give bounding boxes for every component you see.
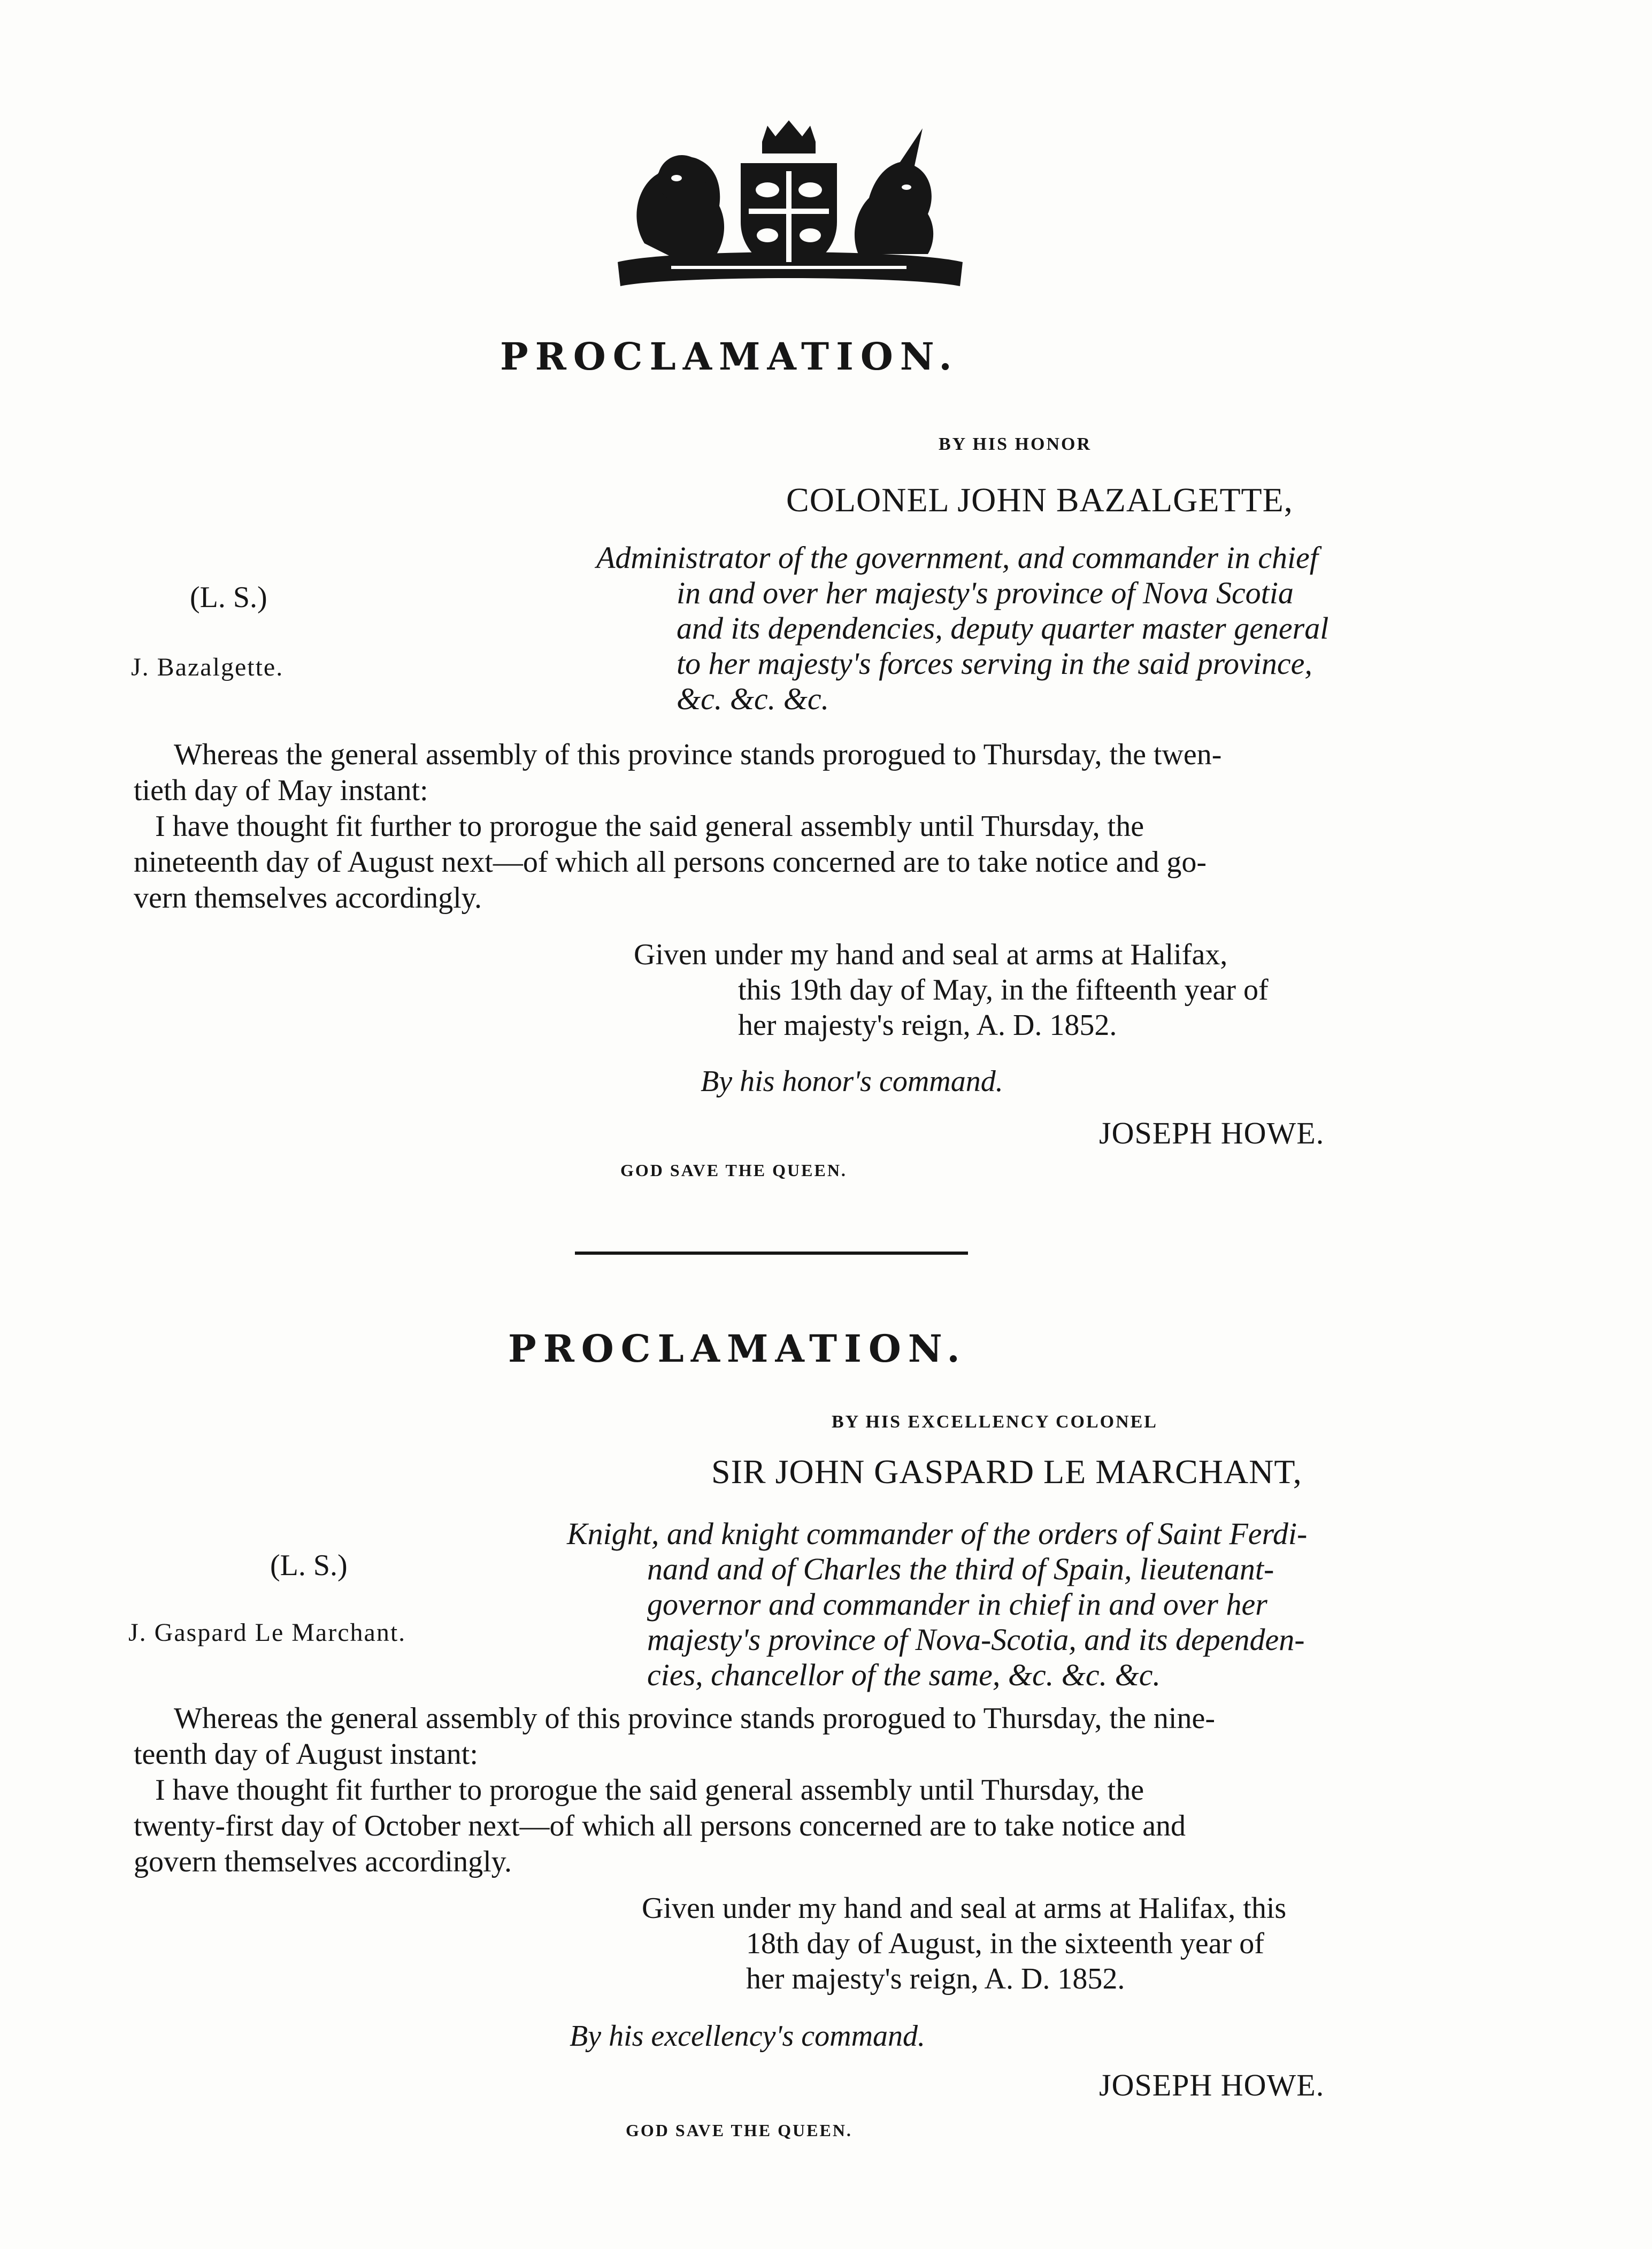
body-line: Whereas the general assembly of this province stands prorogued to Thursday, the twen-	[174, 738, 1222, 771]
royal-coat-of-arms-icon	[607, 120, 971, 300]
proclamation-1-issuer-name: COLONEL JOHN BAZALGETTE,	[786, 481, 1293, 519]
body-line: teenth day of August instant:	[134, 1738, 478, 1771]
body-line: I have thought fit further to prorogue the said general assembly until Thursday, the	[155, 1774, 1144, 1807]
given-line: Given under my hand and seal at arms at Halifax, this	[642, 1892, 1287, 1925]
proclamation-1-given	[634, 937, 1420, 1043]
titles-line: Knight, and knight commander of the orders of Saint Ferdi-	[567, 1516, 1308, 1551]
given-line: 18th day of August, in the sixteenth year of	[746, 1927, 1264, 1960]
titles-line: and its dependencies, deputy quarter master general	[677, 611, 1329, 646]
body-line: I have thought fit further to prorogue the said general assembly until Thursday, the	[155, 810, 1144, 843]
proclamation-1-titles	[596, 540, 1409, 717]
titles-line: &c. &c. &c.	[677, 681, 829, 716]
titles-line: governor and commander in chief in and over her	[647, 1587, 1267, 1622]
section-divider	[575, 1252, 968, 1255]
proclamation-1-command: By his honor's command.	[701, 1065, 1003, 1098]
given-line: her majesty's reign, A. D. 1852.	[746, 1962, 1125, 1995]
proclamation-2-issuer-name: SIR JOHN GASPARD LE MARCHANT,	[711, 1453, 1302, 1491]
proclamation-2-signature: J. Gaspard Le Marchant.	[128, 1618, 406, 1647]
body-line: nineteenth day of August next—of which all persons concerned are to take notice and go-	[134, 846, 1207, 879]
proclamation-2-body	[134, 1701, 1519, 1880]
given-line: her majesty's reign, A. D. 1852.	[738, 1009, 1117, 1042]
proclamation-1-by-line: BY HIS HONOR	[939, 434, 1092, 454]
proclamation-1-title: PROCLAMATION.	[500, 334, 959, 379]
proclamation-2-god-save: GOD SAVE THE QUEEN.	[626, 2121, 852, 2140]
body-line: twenty-first day of October next—of which all persons concerned are to take notice and	[134, 1809, 1186, 1843]
titles-line: cies, chancellor of the same, &c. &c. &c.	[647, 1657, 1161, 1692]
proclamation-2-seal: (L. S.)	[270, 1549, 348, 1582]
body-line: govern themselves accordingly.	[134, 1845, 512, 1878]
titles-line: to her majesty's forces serving in the said province,	[677, 646, 1312, 681]
proclamation-2-signer: JOSEPH HOWE.	[1099, 2068, 1325, 2102]
proclamation-1-signature: J. Bazalgette.	[131, 653, 284, 681]
proclamation-2-by-line: BY HIS EXCELLENCY COLONEL	[832, 1412, 1158, 1432]
proclamation-1-body	[134, 737, 1513, 916]
body-line: Whereas the general assembly of this province stands prorogued to Thursday, the nine-	[174, 1702, 1215, 1735]
proclamation-2-title: PROCLAMATION.	[508, 1326, 967, 1371]
titles-line: nand and of Charles the third of Spain, lieutenant-	[647, 1552, 1274, 1586]
titles-line: majesty's province of Nova-Scotia, and its dependen-	[647, 1622, 1305, 1657]
proclamation-2-titles	[567, 1516, 1412, 1693]
body-line: vern themselves accordingly.	[134, 881, 482, 915]
proclamation-2-given	[642, 1891, 1428, 1997]
titles-line: in and over her majesty's province of Nova Scotia	[677, 575, 1294, 610]
body-line: tieth day of May instant:	[134, 774, 428, 807]
given-line: Given under my hand and seal at arms at Halifax,	[634, 938, 1228, 971]
proclamation-1-signer: JOSEPH HOWE.	[1099, 1116, 1325, 1150]
proclamation-1-seal: (L. S.)	[190, 581, 267, 614]
titles-line: Administrator of the government, and commander in chief	[596, 540, 1318, 575]
proclamation-1-god-save: GOD SAVE THE QUEEN.	[620, 1161, 847, 1180]
given-line: this 19th day of May, in the fifteenth year of	[738, 973, 1269, 1007]
proclamation-2-command: By his excellency's command.	[570, 2020, 926, 2053]
